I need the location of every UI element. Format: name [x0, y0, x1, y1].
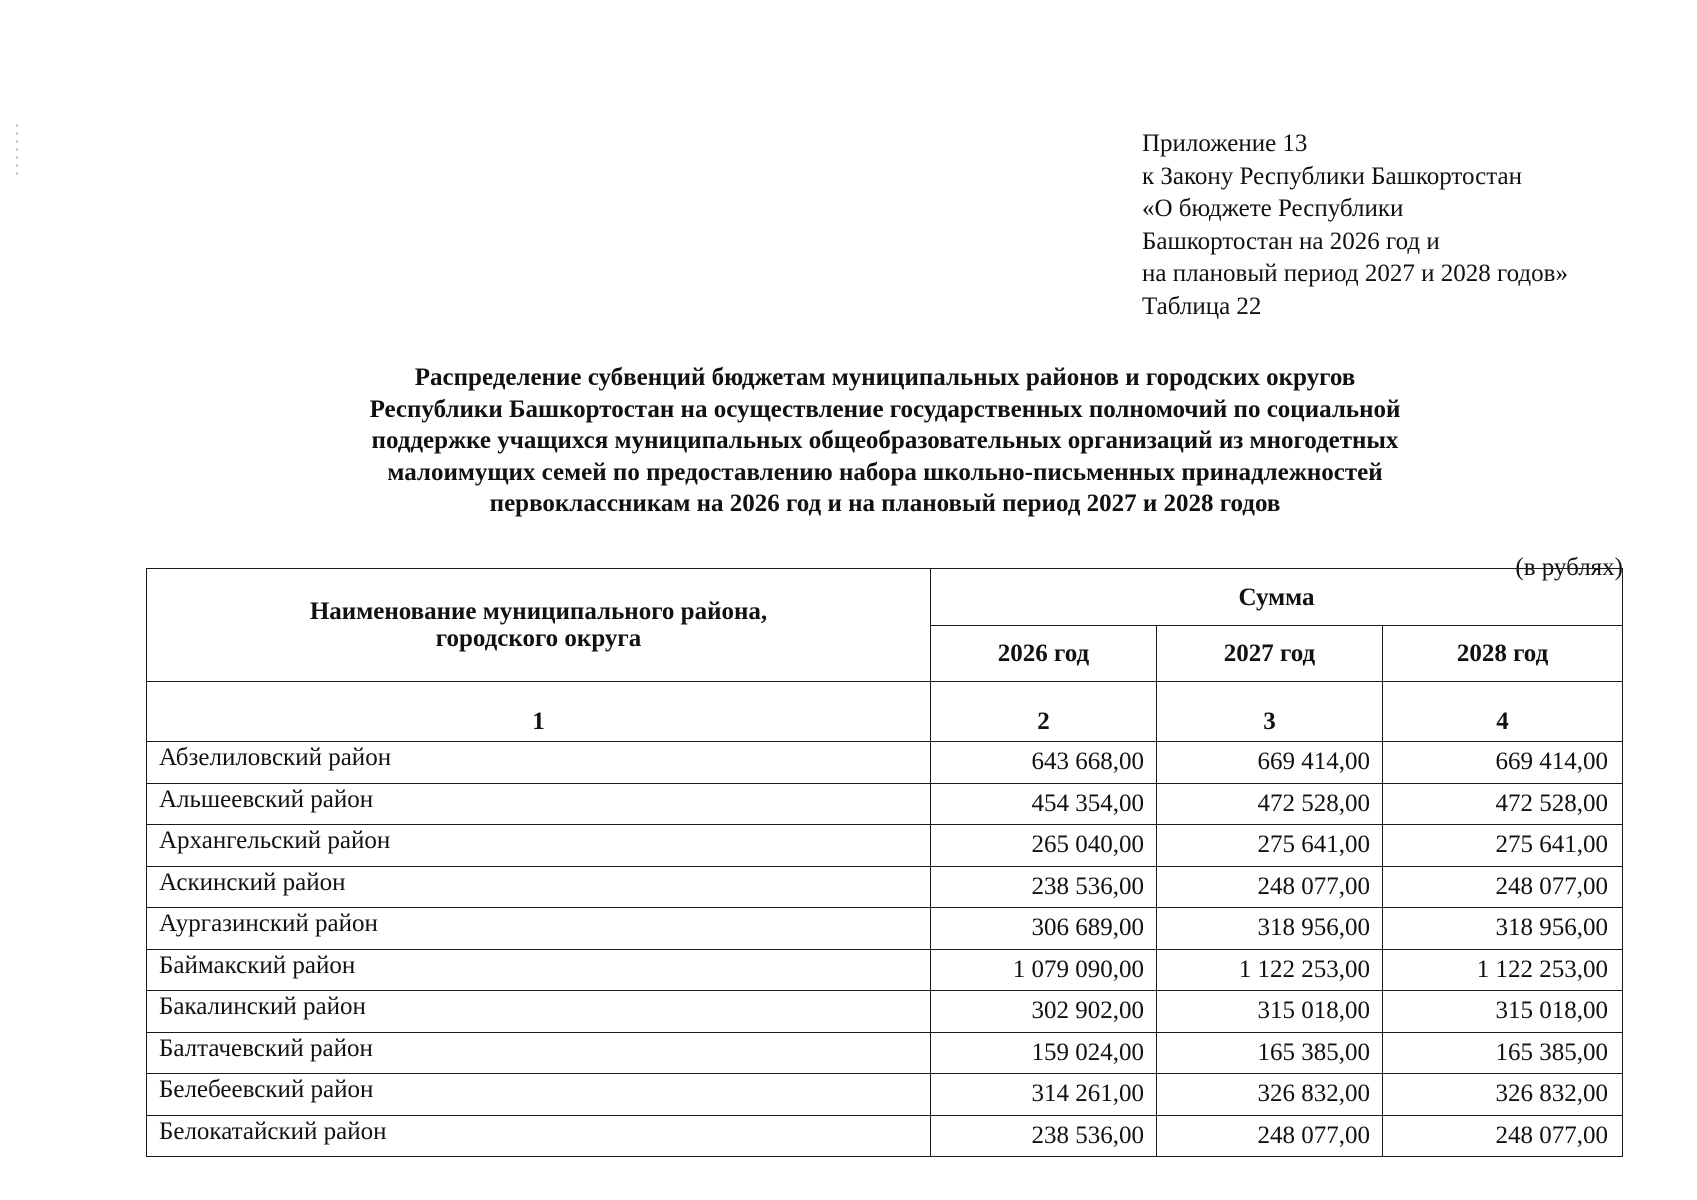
amount-2027: 315 018,00 — [1157, 991, 1383, 1033]
amount-2027: 318 956,00 — [1157, 908, 1383, 950]
amount-2028: 326 832,00 — [1383, 1074, 1623, 1116]
col-number-3: 3 — [1157, 682, 1383, 742]
district-name: Белокатайский район — [147, 1115, 931, 1157]
amount-2026: 1 079 090,00 — [931, 949, 1157, 991]
amount-2028: 318 956,00 — [1383, 908, 1623, 950]
title-line: Республики Башкортостан на осуществление государственных полномочий по социальной — [369, 395, 1401, 423]
header-sum: Сумма — [931, 569, 1623, 626]
col-number-1: 1 — [147, 682, 931, 742]
amount-2027: 1 122 253,00 — [1157, 949, 1383, 991]
amount-2026: 306 689,00 — [931, 908, 1157, 950]
units-label: (в рублях) — [1515, 554, 1623, 581]
title-line: Распределение субвенций бюджетам муниципальных районов и городских округов — [414, 364, 1356, 391]
amount-2028: 315 018,00 — [1383, 991, 1623, 1033]
table-row — [147, 1115, 1623, 1157]
table-row — [147, 783, 1623, 825]
appendix-line: на плановый период 2027 и 2028 годов» — [1142, 260, 1568, 287]
amount-2026: 314 261,00 — [931, 1074, 1157, 1116]
title-line: первоклассникам на 2026 год и на плановый период 2027 и 2028 годов — [489, 490, 1281, 517]
amount-2028: 669 414,00 — [1383, 742, 1623, 784]
table-row — [147, 825, 1623, 867]
amount-2028: 1 122 253,00 — [1383, 949, 1623, 991]
table-row — [147, 1074, 1623, 1116]
amount-2027: 669 414,00 — [1157, 742, 1383, 784]
header-year-2026: 2026 год — [931, 626, 1157, 682]
district-name: Белебеевский район — [147, 1074, 931, 1116]
appendix-block — [1142, 128, 1568, 323]
title-line: малоимущих семей по предоставлению набора школьно-письменных принадлежностей — [387, 458, 1383, 486]
amount-2026: 454 354,00 — [931, 783, 1157, 825]
amount-2026: 159 024,00 — [931, 1032, 1157, 1074]
table-row — [147, 742, 1623, 784]
appendix-line: Приложение 13 — [1142, 130, 1308, 157]
district-name: Балтачевский район — [147, 1032, 931, 1074]
amount-2028: 248 077,00 — [1383, 866, 1623, 908]
scan-artifact — [16, 124, 18, 180]
amount-2026: 238 536,00 — [931, 866, 1157, 908]
amount-2027: 248 077,00 — [1157, 1115, 1383, 1157]
table-row — [147, 991, 1623, 1033]
district-name: Альшеевский район — [147, 783, 931, 825]
district-name: Аскинский район — [147, 866, 931, 908]
district-name: Архангельский район — [147, 825, 931, 867]
amount-2027: 326 832,00 — [1157, 1074, 1383, 1116]
amount-2027: 165 385,00 — [1157, 1032, 1383, 1074]
table-row — [147, 866, 1623, 908]
header-name-column — [147, 569, 931, 682]
document-title — [260, 362, 1510, 520]
amount-2026: 302 902,00 — [931, 991, 1157, 1033]
district-name: Бакалинский район — [147, 991, 931, 1033]
appendix-line: Башкортостан на 2026 год и — [1142, 227, 1440, 255]
amount-2026: 643 668,00 — [931, 742, 1157, 784]
amount-2026: 265 040,00 — [931, 825, 1157, 867]
amount-2027: 275 641,00 — [1157, 825, 1383, 867]
appendix-line: «О бюджете Республики — [1142, 195, 1404, 222]
amount-2027: 248 077,00 — [1157, 866, 1383, 908]
district-name: Аургазинский район — [147, 908, 931, 950]
amount-2028: 275 641,00 — [1383, 825, 1623, 867]
district-name: Баймакский район — [147, 949, 931, 991]
subsidy-table — [146, 568, 1623, 1157]
col-number-4: 4 — [1383, 682, 1623, 742]
table-number: Таблица 22 — [1142, 292, 1262, 320]
amount-2026: 238 536,00 — [931, 1115, 1157, 1157]
amount-2028: 165 385,00 — [1383, 1032, 1623, 1074]
header-year-2027: 2027 год — [1157, 626, 1383, 682]
col-number-2: 2 — [931, 682, 1157, 742]
header-name-text: Наименование муниципального района, городского округа — [309, 598, 768, 652]
district-name: Абзелиловский район — [147, 742, 931, 784]
header-year-2028: 2028 год — [1383, 626, 1623, 682]
table-row — [147, 908, 1623, 950]
amount-2027: 472 528,00 — [1157, 783, 1383, 825]
table-row — [147, 949, 1623, 991]
amount-2028: 248 077,00 — [1383, 1115, 1623, 1157]
appendix-line: к Закону Республики Башкортостан — [1142, 162, 1522, 190]
table-row — [147, 1032, 1623, 1074]
title-line: поддержке учащихся муниципальных общеобразовательных организаций из многодетных — [371, 427, 1399, 454]
amount-2028: 472 528,00 — [1383, 783, 1623, 825]
